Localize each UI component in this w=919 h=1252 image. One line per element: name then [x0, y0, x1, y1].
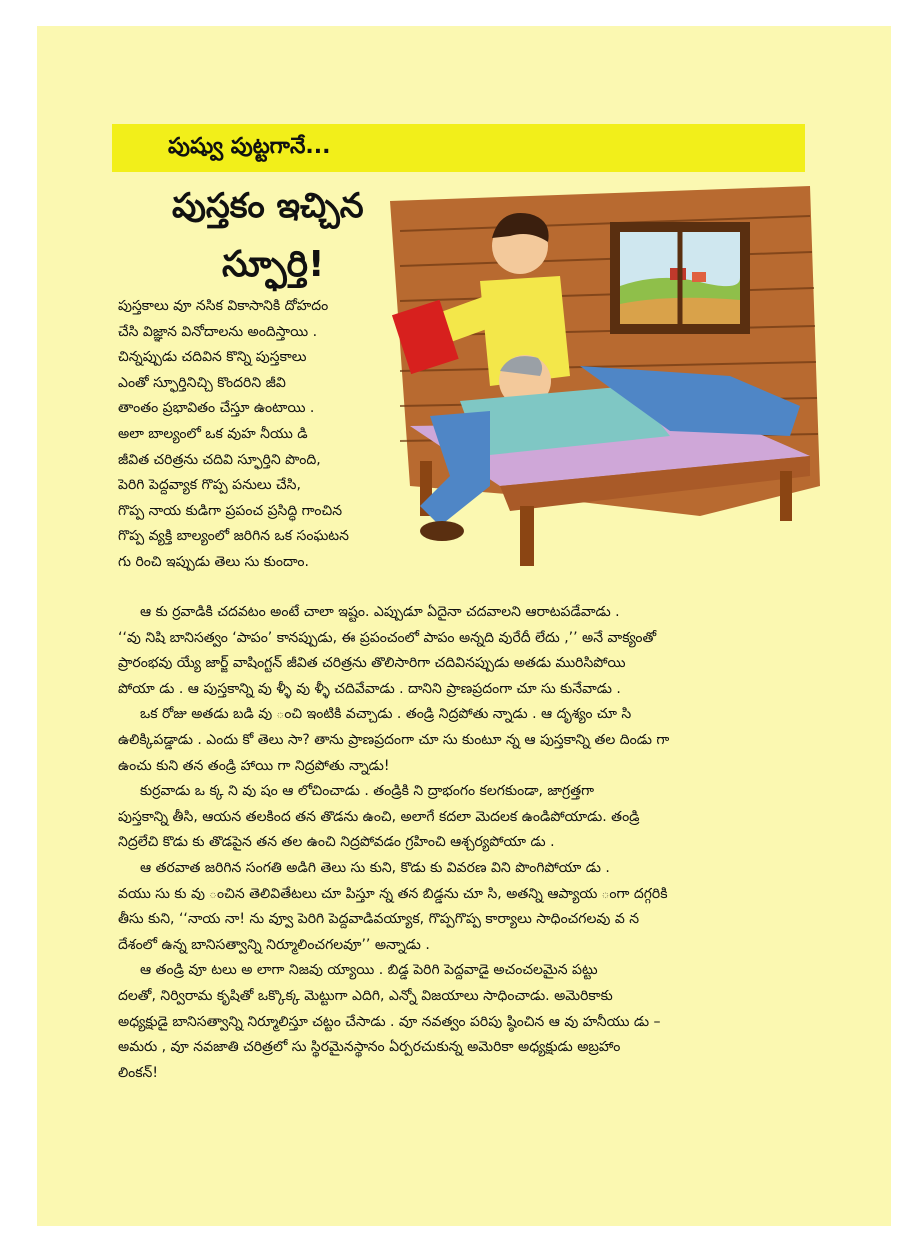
intro-line: గొప్ప వ్యక్తి బాల్యంలో జరిగిన ఒక సంఘటన — [118, 528, 349, 545]
body-line: అధ్యక్షుడై బానిసత్వాన్ని నిర్మూలిస్తూ చట్టం చేసాడు . వూ నవత్వం పరిపు ష్ఠించిన ఆ వు హనీయు డు – — [118, 1013, 661, 1030]
story-illustration — [370, 186, 820, 578]
story-body — [118, 600, 808, 1086]
body-line: దలతో, నిర్విరామ కృషితో ఒక్కొక్క మెట్టుగా ఎదిగి, ఎన్నో విజయాలు సాధించాడు. అమెరికాకు — [118, 987, 613, 1004]
intro-line: తాంతం ప్రభావితం చేస్తూ ఉంటాయి . — [118, 400, 315, 417]
body-line: దేశంలో ఉన్న బానిసత్వాన్ని నిర్మూలించగలవూ’’ అన్నాడు . — [118, 936, 430, 953]
body-line: పుస్తకాన్ని తీసి, ఆయన తలకింద తన తొడను ఉంచి, అలాగే కదలా మెదలక ఉండిపోయాడు. తండ్రి — [118, 808, 640, 825]
body-line: అమరు , వూ నవజాతి చరిత్రలో సు స్థిరమైనస్థానం ఏర్పరచుకున్న అమెరికా అధ్యక్షుడు అబ్రహాం — [118, 1039, 621, 1056]
body-line: ‘‘వు నిషి బానిసత్వం ‘పాపం’ కానప్పుడు, ఈ ప్రపంచంలో పాపం అన్నది వురేదీ లేదు ,’’ అనే వాక్యంతో — [118, 629, 657, 646]
body-line: పోయా డు . ఆ పుస్తకాన్ని వు ళ్ళీ వు ళ్ళీ చదివేవాడు . దానిని ప్రాణప్రదంగా చూ సు కునేవాడు . — [118, 680, 621, 697]
kicker-text: పుష్వు పుట్టగానే... — [168, 134, 331, 159]
body-line: ఉంచు కుని తన తండ్రి హాయి గా నిద్రపోతు న్నాడు! — [118, 757, 390, 774]
intro-line: జీవిత చరిత్రను చదివి స్ఫూర్తిని పొంది, — [118, 451, 321, 468]
body-line: నిద్రలేచి కొడు కు తొడపైన తన తల ఉంచి నిద్రపోవడం గ్రహించి ఆశ్చర్యపోయా డు . — [118, 834, 555, 851]
intro-line: చిన్నప్పుడు చదివిన కొన్ని పుస్తకాలు — [118, 349, 307, 366]
body-line: ఉలిక్కిపడ్డాడు . ఎందు కో తెలు సా? తాను ప్రాణప్రదంగా చూ సు కుంటూ న్న ఆ పుస్తకాన్ని తల దిండు గా — [118, 731, 670, 748]
body-line: ఆ కు ర్రవాడికి చదవటం అంటే చాలా ఇష్టం. ఎప్పుడూ ఏదైనా చదవాలని ఆరాటపడేవాడు . — [140, 604, 620, 620]
intro-line: గు రించి ఇప్పుడు తెలు సు కుందాం. — [118, 553, 309, 570]
intro-line: పెరిగి పెద్దవ్యాక గొప్ప పనులు చేసి, — [118, 477, 301, 494]
intro-line: ఎంతో స్ఫూర్తినిచ్చి కొందరిని జీవి — [118, 374, 286, 391]
intro-paragraph — [118, 294, 380, 576]
title-line-2: స్ఫూర్తి! — [222, 244, 325, 285]
window — [610, 222, 750, 334]
body-line: ఒక రోజు అతడు బడి వు ంచి ఇంటికి వచ్చాడు . తండ్రి నిద్రపోతు న్నాడు . ఆ దృశ్యం చూ సి — [140, 706, 632, 723]
intro-line: చేసి విజ్ఞాన వినోదాలను అందిస్తాయి . — [118, 323, 318, 340]
intro-line: గొప్ప నాయ కుడిగా ప్రపంచ ప్రసిద్ధి గాంచిన — [118, 502, 343, 519]
body-line: తీసు కుని, ‘‘నాయ నా! ను వ్వూ పెరిగి పెద్దవాడివయ్యాక, గొప్పగొప్ప కార్యాలు సాధించగలవు వ న — [118, 911, 640, 928]
body-line: లింకన్! — [118, 1064, 158, 1081]
body-line: వయు సు కు వు ంచిన తెలివితేటలు చూ పిస్తూ న్న తన బిడ్డను చూ సి, అతన్ని ఆప్యాయ ంగా దగ్గరికి — [118, 885, 668, 902]
intro-line: పుస్తకాలు వూ నసిక వికాసానికి దోహదం — [118, 298, 329, 314]
body-line: కుర్రవాడు ఒ క్క ని వు షం ఆ లోచించాడు . తండ్రికి ని ద్రాభంగం కలగకుండా, జాగ్రత్తగా — [140, 783, 594, 800]
intro-line: అలా బాల్యంలో ఒక వుహ నీయు డి — [118, 425, 308, 442]
body-line: ఆ తరవాత జరిగిన సంగతి అడిగి తెలు సు కుని, కొడు కు వివరణ విని పొంగిపోయా డు . — [140, 859, 610, 876]
title-line-1: పుస్తకం ఇచ్చిన — [172, 186, 364, 226]
body-line: ప్రారంభవు య్యే జార్జ్ వాషింగ్టన్ జీవిత చరిత్రను తొలిసారిగా చదివినప్పుడు అతడు మురిసిపోయి — [118, 655, 626, 672]
body-line: ఆ తండ్రి వూ టలు అ లాగా నిజవు య్యాయి . బిడ్డ పెరిగి పెద్దవాడై అచంచలమైన పట్టు — [140, 962, 598, 979]
